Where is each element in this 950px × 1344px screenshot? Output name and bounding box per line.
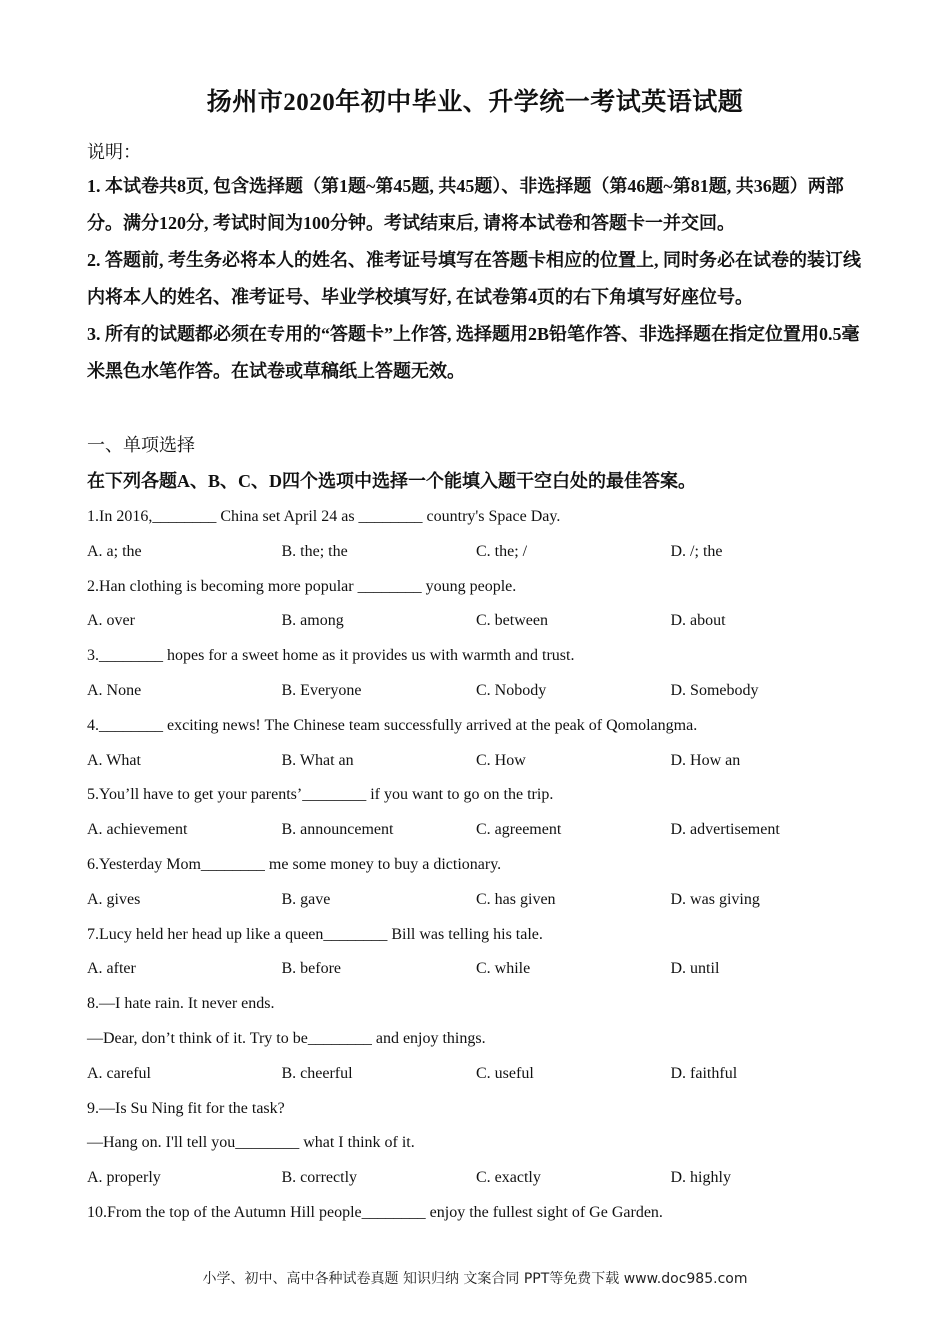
note-2: 2. 答题前, 考生务必将本人的姓名、准考证号填写在答题卡相应的位置上, 同时务必在试卷的装订线内将本人的姓名、准考证号、毕业学校填写好, 在试卷第4页的右下角填写好座位号。 <box>87 250 861 307</box>
question-stem: 10.From the top of the Autumn Hill people________ enjoy the fullest sight of Ge Garden. <box>87 1203 663 1221</box>
option-c: C. while <box>476 960 531 978</box>
option-d: D. Somebody <box>670 681 759 699</box>
question-stem: 5.You’ll have to get your parents’________ if you want to go on the trip. <box>87 786 554 804</box>
answer-options <box>87 744 877 779</box>
option-b: B. cheerful <box>281 1064 353 1082</box>
option-a: A. properly <box>87 1169 161 1187</box>
option-a: A. after <box>87 960 136 978</box>
option-b: B. Everyone <box>281 681 362 699</box>
option-a: A. over <box>87 612 135 630</box>
question-stem: 7.Lucy held her head up like a queen________ Bill was telling his tale. <box>87 925 543 943</box>
option-b: B. among <box>281 612 344 630</box>
note-3: 3. 所有的试题都必须在专用的“答题卡”上作答, 选择题用2B铅笔作答、非选择题在指定位置用0.5毫米黑色水笔作答。在试卷或草稿纸上答题无效。 <box>87 324 860 381</box>
section-title: 一、单项选择 <box>87 435 195 455</box>
option-a: A. careful <box>87 1064 151 1082</box>
option-b: B. before <box>281 960 342 978</box>
question-stem: 3.________ hopes for a sweet home as it provides us with warmth and trust. <box>87 647 575 665</box>
option-b: B. the; the <box>281 542 348 560</box>
option-d: D. How an <box>670 751 741 769</box>
option-c: C. the; / <box>476 542 528 560</box>
intro-label: 说明： <box>87 142 141 162</box>
option-d: D. /; the <box>670 542 723 560</box>
option-c: C. How <box>476 751 526 769</box>
answer-options <box>87 883 877 918</box>
option-d: D. about <box>670 612 726 630</box>
page-footer: 小学、初中、高中各种试卷真题 知识归纳 文案合同 PPT等免费下载 www.doc985.com <box>202 1271 748 1287</box>
option-b: B. What an <box>281 751 354 769</box>
option-d: D. was giving <box>670 890 760 908</box>
exam-title: 扬州市2020年初中毕业、升学统一考试英语试题 <box>206 89 744 116</box>
answer-options <box>87 604 877 639</box>
option-d: D. until <box>670 960 720 978</box>
option-c: C. useful <box>476 1064 534 1082</box>
option-b: B. announcement <box>281 821 394 839</box>
option-a: A. What <box>87 751 141 769</box>
option-d: D. faithful <box>670 1064 738 1082</box>
question-stem: 2.Han clothing is becoming more popular ________ young people. <box>87 577 517 595</box>
option-c: C. agreement <box>476 821 562 839</box>
option-a: A. achievement <box>87 821 188 839</box>
question-stem: 9.—Is Su Ning fit for the task? <box>87 1099 285 1117</box>
question-stem: 8.—I hate rain. It never ends. <box>87 995 275 1013</box>
option-a: A. gives <box>87 890 141 908</box>
answer-options <box>87 1161 877 1196</box>
question-stem: 1.In 2016,________ China set April 24 as ________ country's Space Day. <box>87 508 561 525</box>
option-d: D. highly <box>670 1169 731 1187</box>
option-b: B. gave <box>281 890 331 908</box>
option-a: A. a; the <box>87 542 142 560</box>
question-stem-reply: —Hang on. I'll tell you________ what I think of it. <box>87 1134 415 1152</box>
section-instruction: 在下列各题A、B、C、D四个选项中选择一个能填入题干空白处的最佳答案。 <box>87 471 696 491</box>
answer-options <box>87 674 877 709</box>
question-stem-reply: —Dear, don’t think of it. Try to be________ and enjoy things. <box>87 1029 486 1047</box>
option-c: C. between <box>476 612 548 630</box>
answer-options <box>87 952 877 987</box>
option-a: A. None <box>87 681 142 699</box>
question-stem: 6.Yesterday Mom________ me some money to buy a dictionary. <box>87 855 502 873</box>
answer-options <box>87 813 877 848</box>
question-stem: 4.________ exciting news! The Chinese team successfully arrived at the peak of Qomolangma. <box>87 716 698 734</box>
instructions-notes <box>87 168 867 390</box>
option-c: C. Nobody <box>476 681 547 699</box>
option-c: C. exactly <box>476 1169 541 1187</box>
option-c: C. has given <box>476 890 556 908</box>
option-d: D. advertisement <box>670 821 780 839</box>
question-list <box>87 500 877 1231</box>
option-b: B. correctly <box>281 1169 358 1187</box>
note-1: 1. 本试卷共8页, 包含选择题（第1题~第45题, 共45题）、非选择题（第46题~第81题, 共36题）两部分。满分120分, 考试时间为100分钟。考试结束后, 请将本试卷和答题卡一并交回。 <box>87 176 844 233</box>
answer-options <box>87 535 877 570</box>
answer-options <box>87 1057 877 1092</box>
